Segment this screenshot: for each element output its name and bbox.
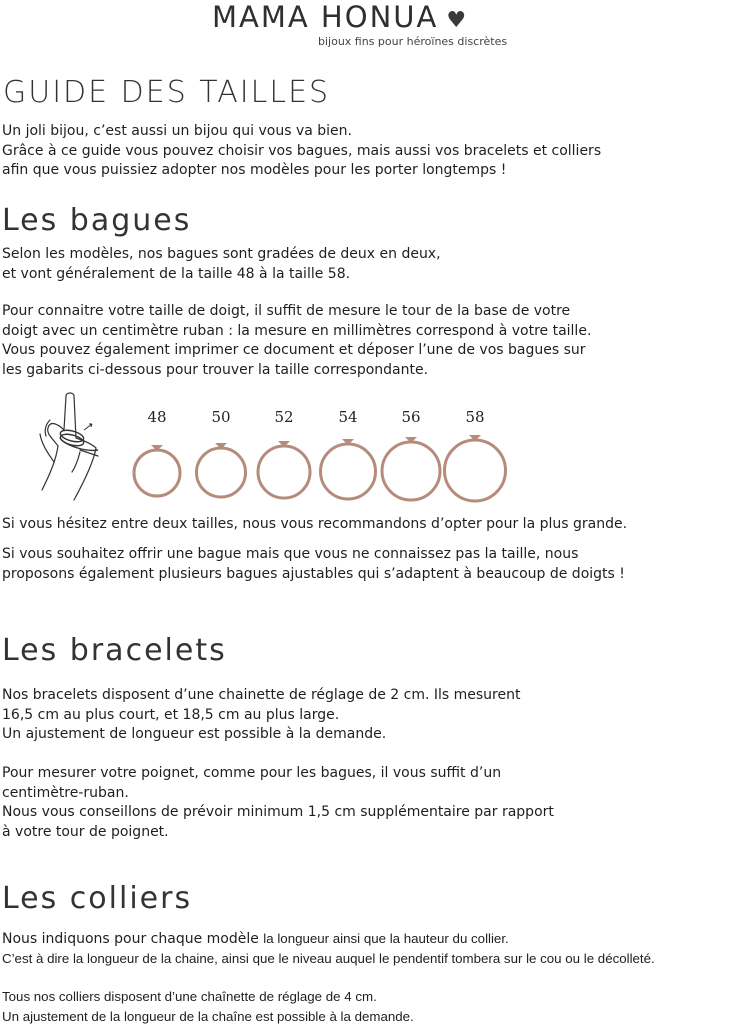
hand-measuring-icon bbox=[36, 390, 116, 502]
ring-size-label: 56 bbox=[391, 408, 431, 426]
section-heading-colliers: Les colliers bbox=[2, 881, 192, 916]
bracelets-paragraph-1 bbox=[2, 686, 520, 745]
heart-icon: ♥ bbox=[446, 8, 468, 33]
text-span: la longueur ainsi que la hauteur du collier. bbox=[263, 931, 508, 946]
ring-gauge-56 bbox=[382, 442, 440, 500]
text-line: à votre tour de poignet. bbox=[2, 823, 554, 843]
text-line: et vont généralement de la taille 48 à la taille 58. bbox=[2, 265, 441, 285]
section-heading-bracelets: Les bracelets bbox=[2, 633, 227, 668]
text-line: Un ajustement de longueur est possible à la demande. bbox=[2, 725, 520, 745]
intro-line: Un joli bijou, c’est aussi un bijou qui vous va bien. bbox=[2, 122, 601, 142]
text-line: Nos bracelets disposent d’une chainette de réglage de 2 cm. Ils mesurent bbox=[2, 686, 520, 706]
brand-name: MAMA HONUA bbox=[212, 0, 438, 34]
bagues-paragraph-2 bbox=[2, 302, 591, 380]
ring-gauges bbox=[120, 432, 510, 504]
bracelets-paragraph-2 bbox=[2, 764, 554, 842]
brand-logo bbox=[212, 0, 468, 38]
text-line: Vous pouvez également imprimer ce document et déposer l’une de vos bagues sur bbox=[2, 341, 591, 361]
text-line: les gabarits ci-dessous pour trouver la taille correspondante. bbox=[2, 361, 591, 381]
ring-size-label: 52 bbox=[264, 408, 304, 426]
page-title: GUIDE DES TAILLES bbox=[3, 75, 330, 110]
ring-size-label: 48 bbox=[137, 408, 177, 426]
colliers-paragraph-2 bbox=[2, 987, 414, 1026]
ring-size-label: 54 bbox=[328, 408, 368, 426]
ring-gauge-48 bbox=[134, 450, 180, 496]
bagues-paragraph-1 bbox=[2, 245, 441, 284]
text-line: centimètre-ruban. bbox=[2, 784, 554, 804]
text-line: C’est à dire la longueur de la chaine, ainsi que le niveau auquel le pendentif tombera sur le cou ou le décolleté. bbox=[2, 949, 655, 969]
tagline: bijoux fins pour héroïnes discrètes bbox=[318, 35, 507, 48]
text-span: Nous indiquons pour chaque modèle bbox=[2, 931, 263, 947]
section-heading-bagues: Les bagues bbox=[2, 203, 191, 238]
intro-line: afin que vous puissiez adopter nos modèles pour les porter longtemps ! bbox=[2, 161, 601, 181]
text-line: Nous vous conseillons de prévoir minimum 1,5 cm supplémentaire par rapport bbox=[2, 803, 554, 823]
text-line: Pour connaitre votre taille de doigt, il suffit de mesure le tour de la base de votre bbox=[2, 302, 591, 322]
intro-paragraph bbox=[2, 122, 601, 181]
text-line: doigt avec un centimètre ruban : la mesure en millimètres correspond à votre taille. bbox=[2, 322, 591, 342]
ring-size-label: 58 bbox=[455, 408, 495, 426]
ring-gauge-54 bbox=[321, 444, 376, 499]
intro-line: Grâce à ce guide vous pouvez choisir vos bagues, mais aussi vos bracelets et colliers bbox=[2, 142, 601, 162]
bagues-paragraph-3: Si vous hésitez entre deux tailles, nous vous recommandons d’opter pour la plus grande. bbox=[2, 515, 627, 535]
text-line: Si vous souhaitez offrir une bague mais que vous ne connaissez pas la taille, nous bbox=[2, 545, 625, 565]
ring-gauge-58 bbox=[445, 440, 506, 501]
colliers-paragraph-1 bbox=[2, 929, 655, 968]
text-line: Tous nos colliers disposent d’une chaînette de réglage de 4 cm. bbox=[2, 987, 414, 1007]
ring-gauge-52 bbox=[258, 446, 310, 498]
text-line: Pour mesurer votre poignet, comme pour les bagues, il vous suffit d’un bbox=[2, 764, 554, 784]
text-line: 16,5 cm au plus court, et 18,5 cm au plus large. bbox=[2, 706, 520, 726]
text-line: Selon les modèles, nos bagues sont gradées de deux en deux, bbox=[2, 245, 441, 265]
ring-size-label: 50 bbox=[201, 408, 241, 426]
text-line: proposons également plusieurs bagues ajustables qui s’adaptent à beaucoup de doigts ! bbox=[2, 565, 625, 585]
bagues-paragraph-4 bbox=[2, 545, 625, 584]
text-line: Un ajustement de la longueur de la chaîne est possible à la demande. bbox=[2, 1007, 414, 1026]
ring-gauge-50 bbox=[197, 448, 246, 497]
text-line bbox=[2, 929, 655, 949]
